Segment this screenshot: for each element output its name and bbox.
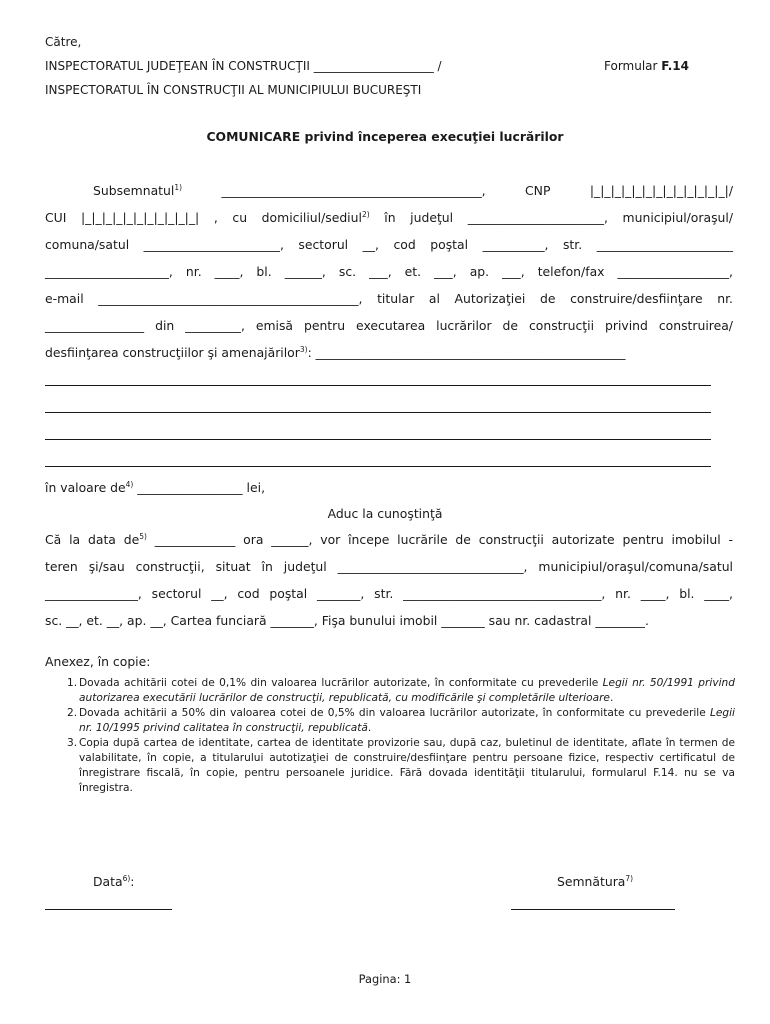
body-line-7 [45, 345, 625, 361]
date-label-text: Data [93, 874, 123, 889]
works-description-label: desfiinţarea construcţiilor şi amenajărilor [45, 345, 300, 360]
start-date-line-2: teren şi/sau construcţii, situat în judeţul ______________________________, municipiul/oraşul/comuna/satul [45, 559, 733, 574]
start-date-line-1 [45, 532, 733, 548]
body-line-1 [93, 183, 733, 199]
annex-item-law-reference: Legii nr. 10/1995 privind calitatea în construcţii, republicată [79, 707, 735, 734]
form-code [604, 58, 689, 74]
cui-domicile-label: CUI |_|_|_|_|_|_|_|_|_|_|_| , cu domiciliul/sediul [45, 210, 362, 225]
subsemnatul-label: Subsemnatul [93, 183, 175, 198]
annex-item-text-end: . [367, 722, 372, 734]
signature-line [511, 909, 675, 910]
annex-item-number: 2. [67, 707, 78, 719]
body-line-5: e-mail __________________________________________, titular al Autorizaţiei de construire/desfiinţare nr. [45, 291, 733, 306]
body-line-4: ____________________, nr. ____, bl. ______, sc. ___, et. ___, ap. ___, telefon/fax __________________, [45, 264, 733, 279]
form-code-label: Formular [604, 59, 658, 73]
body-line-2 [45, 210, 733, 226]
annex-heading: Anexez, în copie: [45, 654, 151, 669]
footnote-ref-1: 1) [174, 183, 183, 192]
value-label: în valoare de [45, 480, 126, 495]
footnote-ref-2: 2) [361, 210, 370, 219]
works-description-field: : __________________________________________________ [307, 345, 626, 360]
annex-item-number: 3. [67, 737, 78, 749]
document-title: COMUNICARE privind începerea execuţiei lucrărilor [206, 129, 564, 144]
body-line-3: comuna/satul ______________________, sectorul __, cod poştal __________, str. ______________________ [45, 237, 733, 252]
addressee-intro: Către, [45, 35, 82, 49]
date-label [93, 874, 134, 890]
annex-item-text: Copia după cartea de identitate, cartea de identitate provizorie sau, după caz, buletinul de identitate, aflate în termen de valabilitate, în copie, a titularului autotizaţiei de construire/desfiinţare pentru persoane fizice, respectiv certificatul de înregistrare fiscală, în copie, pentru persoanele juridice. Fără dovada identităţii titularului, formularul F.14. nu se va înregistra. [79, 737, 735, 794]
annex-item-text: Dovada achitării a 50% din valoarea cotei de 0,5% din valoarea lucrărilor autorizate, în conformitate cu prevederile [79, 707, 710, 719]
signature-label-text: Semnătura [557, 874, 626, 889]
annex-item-text-end: . [609, 692, 614, 704]
annex-item-law-reference: Legii nr. 50/1991 privind autorizarea executării lucrărilor de construcţii, republicată, cu modificările şi completările ulterioare [79, 677, 735, 704]
addressee-bucharest-inspectorate: INSPECTORATUL ÎN CONSTRUCŢII AL MUNICIPIULUI BUCUREŞTI [45, 83, 422, 97]
start-date-line-3: _______________, sectorul __, cod poştal _______, str. ________________________________, nr. ____, bl. ____, [45, 586, 733, 601]
signature-label [557, 874, 633, 890]
county-city-field: în judeţul ______________________, municipiul/oraşul/ [369, 210, 734, 225]
notice-heading: Aduc la cunoştinţă [327, 506, 443, 521]
annex-item-3 [45, 736, 735, 796]
blank-line-1 [45, 385, 711, 386]
annex-item-2 [45, 706, 735, 736]
footnote-ref-3: 3) [299, 345, 308, 354]
footnote-ref-4: 4) [125, 480, 134, 489]
annex-list [45, 676, 735, 796]
annex-item-text: Dovada achitării cotei de 0,1% din valoarea lucrărilor autorizate, în conformitate cu prevederile [79, 677, 603, 689]
footnote-ref-7: 7) [625, 874, 634, 883]
footnote-ref-6: 6) [122, 874, 131, 883]
form-code-value: F.14 [661, 59, 689, 73]
value-line [45, 480, 265, 496]
blank-line-4 [45, 466, 711, 467]
start-date-label: Că la data de [45, 532, 140, 547]
page-number: Pagina: 1 [358, 972, 412, 986]
annex-item-number: 1. [67, 677, 78, 689]
addressee-county-inspectorate: INSPECTORATUL JUDEŢEAN ÎN CONSTRUCŢII ____________________ / [45, 59, 442, 73]
body-line-6: ________________ din _________, emisă pentru executarea lucrărilor de construcţii privind construirea/ [45, 318, 733, 333]
blank-line-3 [45, 439, 711, 440]
value-field: _________________ lei, [133, 480, 266, 495]
date-line [45, 909, 172, 910]
date-label-colon: : [130, 874, 135, 889]
start-date-line-4: sc. __, et. __, ap. __, Cartea funciară _______, Fişa bunului imobil _______ sau nr. cadastral ________. [45, 613, 649, 628]
name-cnp-field: __________________________________________, CNP |_|_|_|_|_|_|_|_|_|_|_|_|_|/ [182, 183, 733, 198]
footnote-ref-5: 5) [139, 532, 147, 541]
start-date-field: _____________ ora ______, vor începe lucrările de construcţii autorizate pentru imobilul - [146, 532, 733, 547]
annex-item-1 [45, 676, 735, 706]
blank-line-2 [45, 412, 711, 413]
